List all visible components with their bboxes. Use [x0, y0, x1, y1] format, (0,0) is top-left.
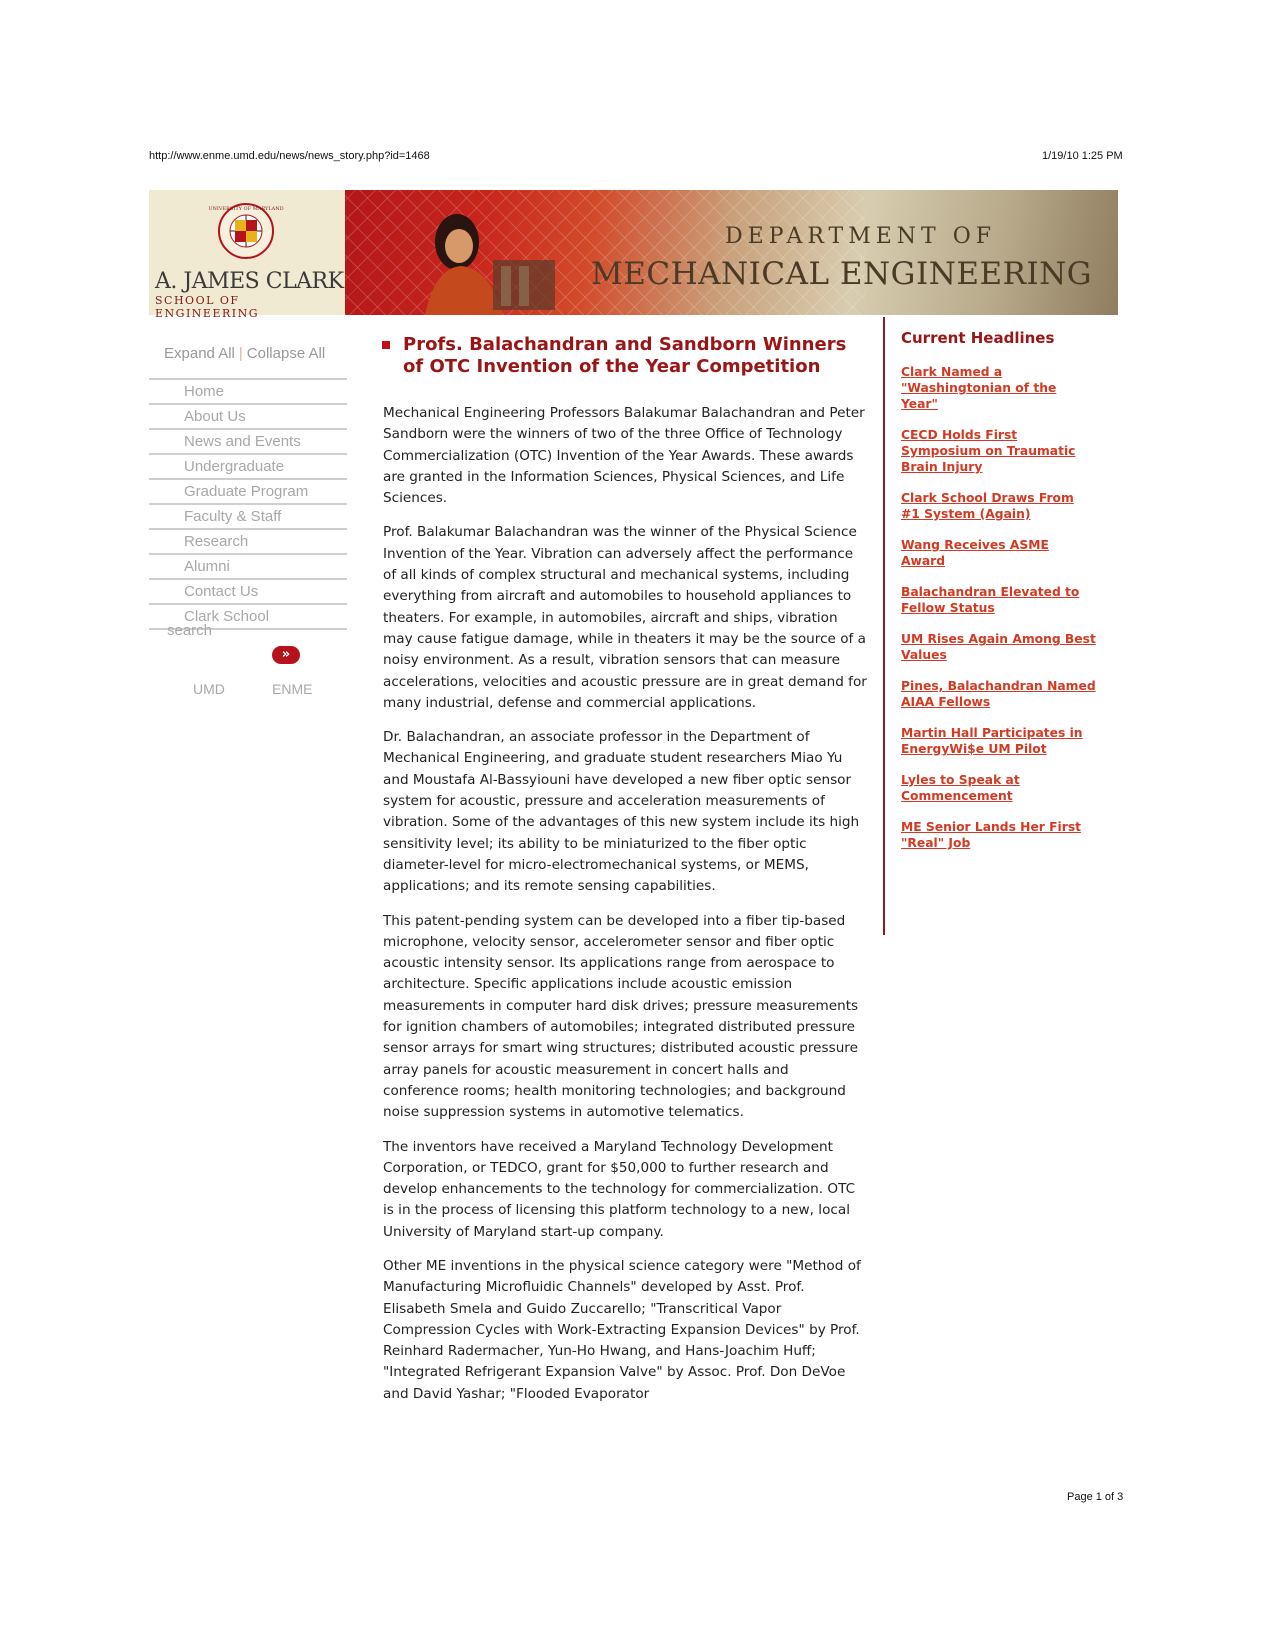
expand-collapse-controls [164, 345, 325, 362]
page-url: http://www.enme.umd.edu/news/news_story.php?id=1468 [149, 150, 430, 162]
enme-link[interactable]: ENME [272, 681, 313, 697]
article-paragraph: The inventors have received a Maryland Technology Development Corporation, or TEDCO, grant for $50,000 to further research and develop enhancements to the technology for commercialization. OTC is in the process of licensing this platform technology to a new, local University of Maryland start-up company. [383, 1138, 856, 1240]
article-paragraph: Dr. Balachandran, an associate professor in the Department of Mechanical Engineering, and graduate student researchers Miao Yu and Moustafa Al-Bassyiouni have developed a new fiber optic sensor system for acoustic, pressure and acceleration measurements of vibration. Some of the advantages of this new system include its high sensitivity level; its ability to be miniaturized to the fiber optic diameter-level for micro-electromechanical systems, or MEMS, applications; and its remote sensing capabilities. [383, 729, 860, 895]
search-label: search [167, 622, 213, 639]
headline-link[interactable]: Martin Hall Participates in EnergyWi$e UM Pilot [901, 726, 1083, 756]
sidebar-item-faculty-staff[interactable]: Faculty & Staff [149, 503, 347, 528]
banner-photo [345, 190, 1118, 315]
sidebar-item-news-and-events[interactable]: News and Events [149, 428, 347, 453]
article-paragraph: Other ME inventions in the physical science category were "Method of Manufacturing Microfluidic Channels" developed by Asst. Prof. Elisabeth Smela and Guido Zuccarello; "Transcritical Vapor Compression Cycles with Work-Extracting Expansion Devices" by Prof. Reinhard Radermacher, Yun-Ho Hwang, and Hans-Joachim Huff; "Integrated Refrigerant Expansion Valve" by Assoc. Prof. Don DeVoe and David Yashar; "Flooded Evaporator [383, 1257, 861, 1402]
separator: | [238, 345, 243, 362]
site-banner [149, 190, 1118, 320]
headline-bullet-icon [382, 341, 390, 349]
school-name: A. JAMES CLARK [155, 269, 344, 294]
headline-link[interactable]: Wang Receives ASME Award [901, 538, 1049, 568]
collapse-all-link[interactable]: Collapse All [246, 345, 326, 362]
dept-name-title: MECHANICAL ENGINEERING [591, 256, 1093, 292]
article-paragraph: Prof. Balakumar Balachandran was the winner of the Physical Science Invention of the Year. Vibration can adversely affect the performance of all kinds of complex structural and mechanical systems, including everything from aircraft and automobiles to household appliances to theaters. For example, in automobiles, aircraft and ships, vibration may cause fatigue damage, while in theaters it may be the source of a noisy environment. As a result, vibration sensors that can measure accelerations, velocities and acoustic pressure are in great demand for many industrial, defense and commercial applications. [383, 524, 867, 711]
print-datetime: 1/19/10 1:25 PM [1042, 150, 1123, 162]
headlines-list [901, 364, 1096, 866]
headline-link[interactable]: ME Senior Lands Her First "Real" Job [901, 820, 1082, 850]
headline-link[interactable]: Balachandran Elevated to Fellow Status [901, 585, 1080, 615]
sidebar-item-contact-us[interactable]: Contact Us [149, 578, 347, 603]
sidebar-item-clark-school[interactable]: Clark School [149, 603, 347, 630]
article-paragraph: Mechanical Engineering Professors Balakumar Balachandran and Peter Sandborn were the winners of two of the three Office of Technology Commercialization (OTC) Invention of the Year Awards. These awards are granted in the Information Sciences, Physical Sciences, and Life Sciences. [383, 405, 865, 507]
sidebar-item-home[interactable]: Home [149, 378, 347, 403]
current-headlines-title: Current Headlines [901, 329, 1055, 347]
student-photo-icon [385, 202, 565, 315]
headline-link[interactable]: Lyles to Speak at Commencement [901, 773, 1020, 803]
sidebar-item-graduate-program[interactable]: Graduate Program [149, 478, 347, 503]
article-headline: Profs. Balachandran and Sandborn Winners of OTC Invention of the Year Competition [403, 334, 847, 377]
page-indicator: Page 1 of 3 [1067, 1491, 1124, 1503]
article-body [383, 403, 868, 1418]
seal-text: UNIVERSITY OF MARYLAND [208, 206, 284, 212]
sidebar-item-alumni[interactable]: Alumni [149, 553, 347, 578]
expand-all-link[interactable]: Expand All [164, 345, 235, 362]
sidebar-item-undergraduate[interactable]: Undergraduate [149, 453, 347, 478]
headline-link[interactable]: Clark Named a "Washingtonian of the Year" [901, 365, 1057, 411]
headline-link[interactable]: Pines, Balachandran Named AIAA Fellows [901, 679, 1096, 709]
school-subtitle: SCHOOL OF ENGINEERING [155, 294, 260, 320]
umd-link[interactable]: UMD [193, 681, 225, 697]
headline-link[interactable]: UM Rises Again Among Best Values [901, 632, 1096, 662]
headline-link[interactable]: Clark School Draws From #1 System (Again) [901, 491, 1074, 521]
headline-link[interactable]: CECD Holds First Symposium on Traumatic Brain Injury [901, 428, 1076, 474]
dept-of-title: DEPARTMENT OF [725, 224, 997, 249]
sidebar-item-about-us[interactable]: About Us [149, 403, 347, 428]
clark-school-logo[interactable] [149, 190, 345, 320]
sidebar-item-research[interactable]: Research [149, 528, 347, 553]
search-go-button[interactable]: » [272, 646, 300, 664]
sidebar-nav [149, 378, 347, 630]
university-seal-icon [208, 202, 284, 260]
column-divider [883, 317, 885, 935]
article-paragraph: This patent-pending system can be developed into a fiber tip-based microphone, velocity sensor, accelerometer sensor and fiber optic acoustic intensity sensor. Its applications range from aerospace to architecture. Specific applications include acoustic emission measurements in computer hard disk drives; pressure measurements for ignition chambers of automobiles; integrated distributed pressure sensor arrays for smart wing structures; distributed acoustic pressure array panels for acoustic measurement in concert halls and conference rooms; health monitoring technologies; and background noise suppression systems in automotive telematics. [383, 912, 859, 1121]
